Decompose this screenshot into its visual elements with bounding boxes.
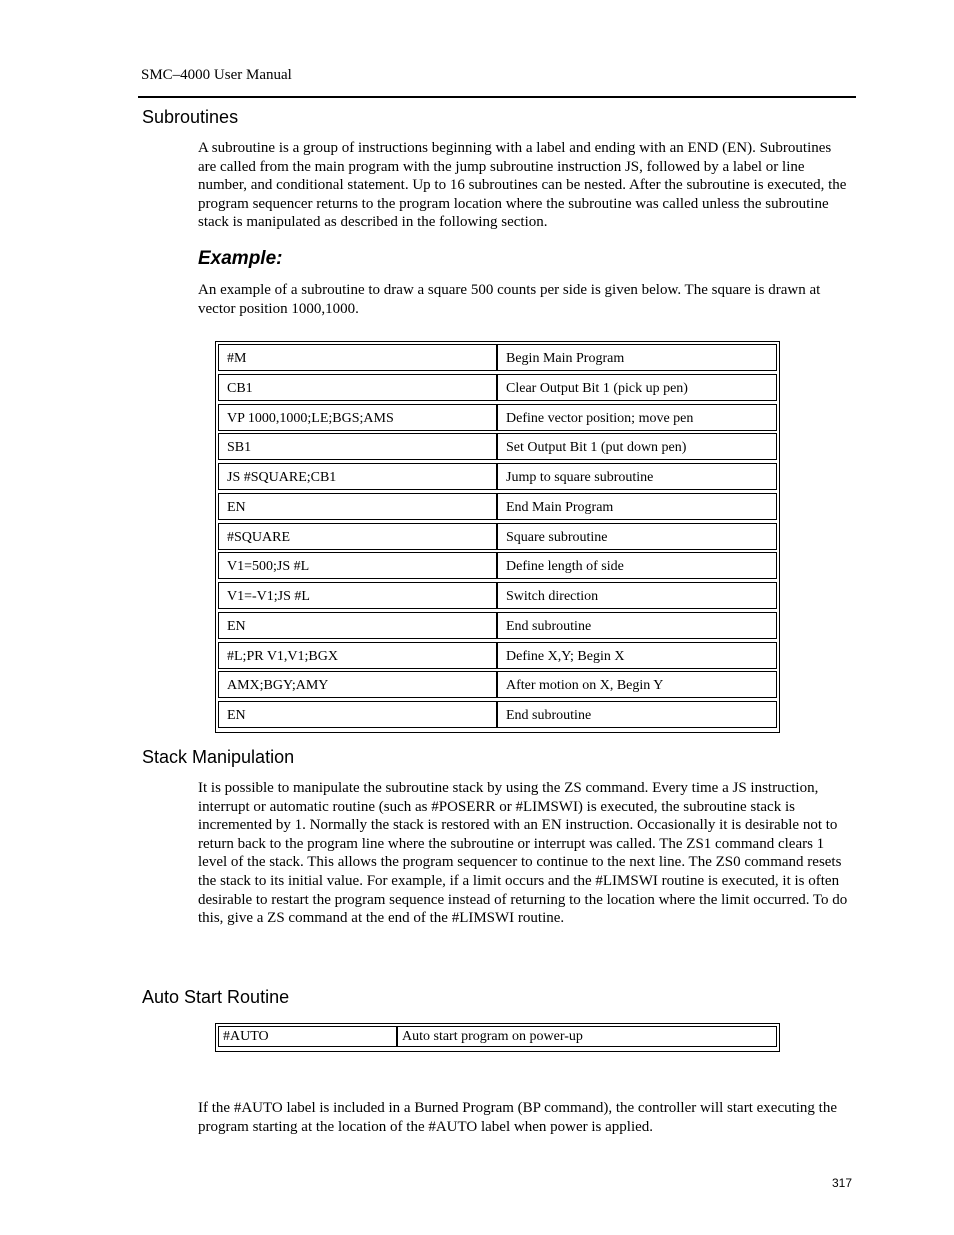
code-cell: #AUTO: [218, 1026, 397, 1047]
comment-cell: Auto start program on power-up: [397, 1026, 777, 1047]
code-cell: #L;PR V1,V1;BGX: [218, 642, 497, 669]
table-row: [218, 671, 777, 698]
code-cell: V1=500;JS #L: [218, 552, 497, 579]
comment-cell: Square subroutine: [497, 523, 777, 550]
table-row: [218, 642, 777, 669]
comment-cell: Jump to square subroutine: [497, 463, 777, 490]
table-row: [218, 493, 777, 520]
code-cell: VP 1000,1000;LE;BGS;AMS: [218, 404, 497, 431]
code-cell: SB1: [218, 433, 497, 460]
comment-cell: End subroutine: [497, 612, 777, 639]
comment-cell: End Main Program: [497, 493, 777, 520]
table-row: [218, 582, 777, 609]
table-row: [218, 612, 777, 639]
table-row: [218, 552, 777, 579]
paragraph-subroutines: A subroutine is a group of instructions beginning with a label and ending with an END (EN). Subroutines are called from the main program with the jump subroutine instruction JS, followed by a label or line number, and conditional statement. Up to 16 subroutines can be nested. After the subroutine is executed, the program sequencer returns to the program location where the subroutine was called unless the subroutine stack is manipulated as described in the following section.: [198, 140, 847, 231]
code-cell: EN: [218, 701, 497, 728]
comment-cell: Define vector position; move pen: [497, 404, 777, 431]
comment-cell: Switch direction: [497, 582, 777, 609]
table-row: [218, 523, 777, 550]
heading-subroutines: Subroutines: [142, 107, 239, 127]
code-cell: EN: [218, 493, 497, 520]
code-cell: CB1: [218, 374, 497, 401]
paragraph-example: An example of a subroutine to draw a square 500 counts per side is given below. The square is drawn at vector position 1000,1000.: [198, 282, 821, 317]
code-cell: #SQUARE: [218, 523, 497, 550]
comment-cell: Begin Main Program: [497, 344, 777, 371]
code-cell: JS #SQUARE;CB1: [218, 463, 497, 490]
table-row: [218, 701, 777, 728]
comment-cell: After motion on X, Begin Y: [497, 671, 777, 698]
table-row: [218, 344, 777, 371]
heading-stack-manipulation: Stack Manipulation: [142, 747, 295, 767]
table-row: [218, 1026, 777, 1047]
table-row: [218, 404, 777, 431]
comment-cell: Set Output Bit 1 (put down pen): [497, 433, 777, 460]
table-row: [218, 433, 777, 460]
code-cell: EN: [218, 612, 497, 639]
table-row: [218, 463, 777, 490]
comment-cell: Clear Output Bit 1 (pick up pen): [497, 374, 777, 401]
page-number: 317: [832, 1176, 853, 1190]
table-row: [218, 374, 777, 401]
code-table: [215, 341, 780, 733]
comment-cell: Define X,Y; Begin X: [497, 642, 777, 669]
paragraph-auto-start: If the #AUTO label is included in a Burned Program (BP command), the controller will start executing the program starting at the location of the #AUTO label when power is applied.: [198, 1100, 838, 1135]
header-rule: [138, 96, 856, 98]
code-cell: #M: [218, 344, 497, 371]
heading-auto-start: Auto Start Routine: [142, 987, 290, 1007]
paragraph-stack-manipulation: It is possible to manipulate the subroutine stack by using the ZS command. Every time a JS instruction, interrupt or automatic routine (such as #POSERR or #LIMSWI) is executed, the subroutine stack is incremented by 1. Normally the stack is restored with an EN instruction. Occasionally it is desirable not to return back to the program line where the subroutine or interrupt was called. The ZS1 command clears 1 level of the stack. This allows the program sequencer to continue to the next line. The ZS0 command resets the stack to its initial value. For example, if a limit occurs and the #LIMSWI routine is executed, it is often desirable to restart the program sequence instead of returning to the location where the limit occurred. To do this, give a ZS command at the end of the #LIMSWI routine.: [198, 780, 848, 927]
running-header: SMC–4000 User Manual: [141, 67, 292, 83]
code-cell: V1=-V1;JS #L: [218, 582, 497, 609]
comment-cell: Define length of side: [497, 552, 777, 579]
heading-example: Example:: [198, 248, 283, 269]
comment-cell: End subroutine: [497, 701, 777, 728]
code-cell: AMX;BGY;AMY: [218, 671, 497, 698]
auto-table: [215, 1023, 780, 1052]
